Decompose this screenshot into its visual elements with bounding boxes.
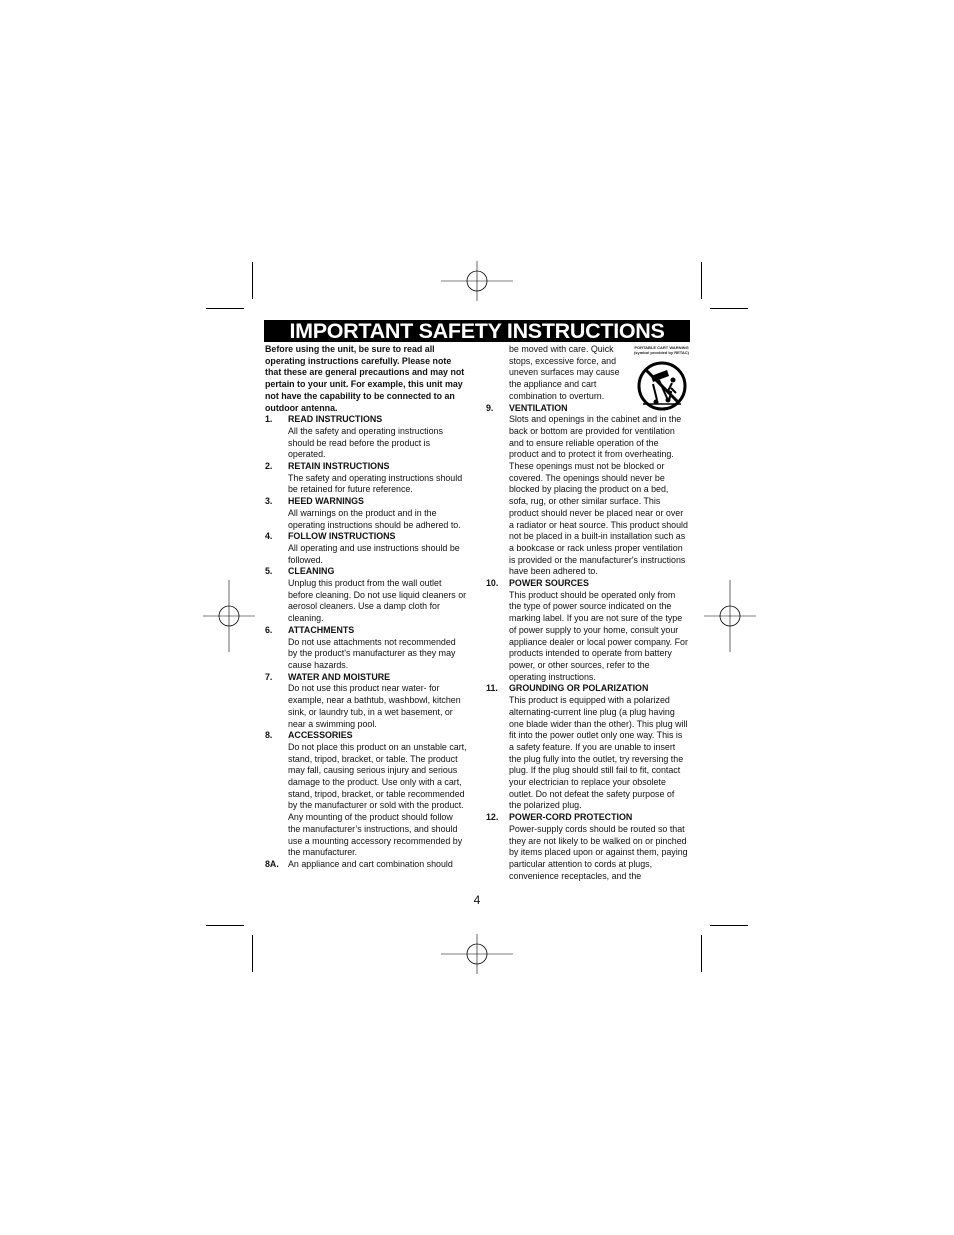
page-title: IMPORTANT SAFETY INSTRUCTIONS (264, 320, 690, 342)
item-body: All the safety and operating instructions should be read before the product is operated. (288, 425, 443, 460)
cart-warning-sublabel: (symbol provided by RETAC) (633, 349, 690, 355)
page-number: 4 (473, 893, 481, 907)
crop-mark (206, 308, 244, 309)
item-number: 1. (265, 414, 273, 425)
intro-paragraph: Before using the unit, be sure to read all operating instructions carefully. Please note that these are general precautions and may not pertain to your unit. For example, this unit may not have the capability to be connected to an outdoor antenna. (265, 344, 465, 413)
item-heading: ATTACHMENTS (288, 624, 355, 635)
crop-mark (701, 262, 702, 299)
instruction-item (486, 403, 689, 579)
item-number: 9. (486, 402, 494, 413)
item-number: 4. (265, 531, 273, 542)
right-column (486, 344, 689, 882)
item-content (288, 566, 467, 625)
item-body: Power-supply cords should be routed so that they are not likely to be walked on or pinched by items placed upon or against them, paying particular attention to cords at plugs, convenience receptacles, and the (509, 823, 688, 881)
continuation-text: be moved with care. Quick stops, excessive force, and uneven surfaces may cause the appliance and cart combination to overturn. (509, 344, 620, 401)
item-content (288, 414, 467, 461)
item-body: An appliance and cart combination should (288, 858, 453, 869)
instruction-item (265, 730, 467, 859)
registration-mark-icon (193, 580, 265, 652)
item-number: 8. (265, 730, 273, 741)
item-heading: READ INSTRUCTIONS (288, 414, 383, 425)
instruction-item (265, 414, 467, 461)
instruction-item (265, 625, 467, 672)
cart-tip-warning-icon (637, 360, 687, 412)
instruction-item (265, 496, 467, 531)
item-number: 11. (486, 683, 498, 694)
item-number: 8A. (265, 858, 279, 869)
item-number: 10. (486, 578, 499, 589)
item-number: 5. (265, 566, 273, 577)
item-content (288, 496, 467, 531)
item-heading: CLEANING (288, 566, 335, 577)
registration-mark-icon (441, 245, 513, 317)
instruction-item (486, 683, 689, 812)
instruction-item (486, 578, 689, 683)
item-content (288, 672, 467, 731)
item-body: Slots and openings in the cabinet and in the back or bottom are provided for ventilation and to ensure reliable operation of the product and to protect it from overheating. These openings must not be blocked or covered. The openings should never be blocked by placing the product on a bed, sofa, rug, or other similar surface. This product should never be placed near or over a radiator or heat source. This product should not be placed in a built-in installation such as a bookcase or rack unless proper ventilation is provided or the manufacturer's instructions have been adhered to. (509, 414, 688, 577)
right-instruction-list (486, 403, 689, 883)
item-heading: HEED WARNINGS (288, 496, 364, 507)
item-heading: RETAIN INSTRUCTIONS (288, 461, 390, 472)
item-number: 12. (486, 812, 499, 823)
item-content (509, 683, 689, 812)
instruction-item (265, 531, 467, 566)
item-heading: ACCESSORIES (288, 730, 353, 741)
item-body: All operating and use instructions should be followed. (288, 542, 460, 565)
item-body: Do not use this product near water- for example, near a bathtub, washbowl, kitchen sink, or laundry tub, in a wet basement, or near a swimming pool. (288, 683, 461, 729)
item-content (509, 812, 689, 882)
instruction-item-8a (265, 859, 467, 871)
item-content (509, 403, 689, 579)
crop-mark (206, 925, 244, 926)
item-heading: WATER AND MOISTURE (288, 671, 391, 682)
item-content (509, 578, 689, 683)
item-content (288, 730, 467, 859)
instruction-item (265, 566, 467, 625)
item-body: This product is equipped with a polarized alternating-current line plug (a plug having one blade wider than the other). This plug will fit into the power outlet only one way. This is a safety feature. If you are unable to insert the plug fully into the outlet, try reversing the plug. If the plug should still fail to fit, contact your electrician to replace your obsolete outlet. Do not defeat the safety purpose of the polarized plug. (509, 695, 688, 811)
item-body: The safety and operating instructions should be retained for future reference. (288, 472, 463, 495)
instruction-item (486, 812, 689, 882)
crop-mark (252, 262, 253, 299)
item-content (288, 625, 467, 672)
crop-mark (252, 935, 253, 972)
cart-warning-label: PORTABLE CART WARNING (634, 345, 689, 350)
item-number: 3. (265, 496, 273, 507)
item-body: Do not use attachments not recommended by the product's manufacturer as they may cause hazards. (288, 636, 456, 670)
crop-mark (701, 935, 702, 972)
item-heading: POWER-CORD PROTECTION (509, 812, 633, 823)
portable-cart-warning (633, 346, 690, 416)
left-column (265, 344, 467, 871)
item-content (288, 531, 467, 566)
item-heading: GROUNDING OR POLARIZATION (509, 683, 649, 694)
item-number: 6. (265, 624, 273, 635)
item-heading: FOLLOW INSTRUCTIONS (288, 531, 396, 542)
instruction-item (265, 461, 467, 496)
left-instruction-list (265, 414, 467, 859)
item-body: Do not place this product on an unstable cart, stand, tripod, bracket, or table. The product may fall, causing serious injury and serious damage to the product. Use only with a cart, stand, tripod, bracket, or table recommended by the manufacturer or sold with the product. Any mounting of the product should follow the manufacturer’s instructions, and should use a mounting accessory recommended by the manufacturer. (288, 741, 467, 858)
item-content (288, 461, 467, 496)
item-body: Unplug this product from the wall outlet before cleaning. Do not use liquid cleaners or aerosol cleaners. Use a damp cloth for cleaning. (288, 578, 467, 624)
item-body: All warnings on the product and in the operating instructions should be adhered to. (288, 507, 461, 530)
item-heading: POWER SOURCES (509, 578, 589, 589)
item-number: 7. (265, 671, 273, 682)
item-number: 2. (265, 461, 273, 472)
item-body: This product should be operated only from the type of power source indicated on the marking label. If you are not sure of the type of power supply to your home, consult your appliance dealer or local power company. For products intended to operate from battery power, or other sources, refer to the operating instructions. (509, 589, 688, 682)
item-heading: VENTILATION (509, 402, 568, 413)
registration-mark-icon (694, 580, 766, 652)
instruction-item (265, 672, 467, 731)
crop-mark (710, 308, 748, 309)
crop-mark (710, 925, 748, 926)
registration-mark-icon (441, 918, 513, 990)
